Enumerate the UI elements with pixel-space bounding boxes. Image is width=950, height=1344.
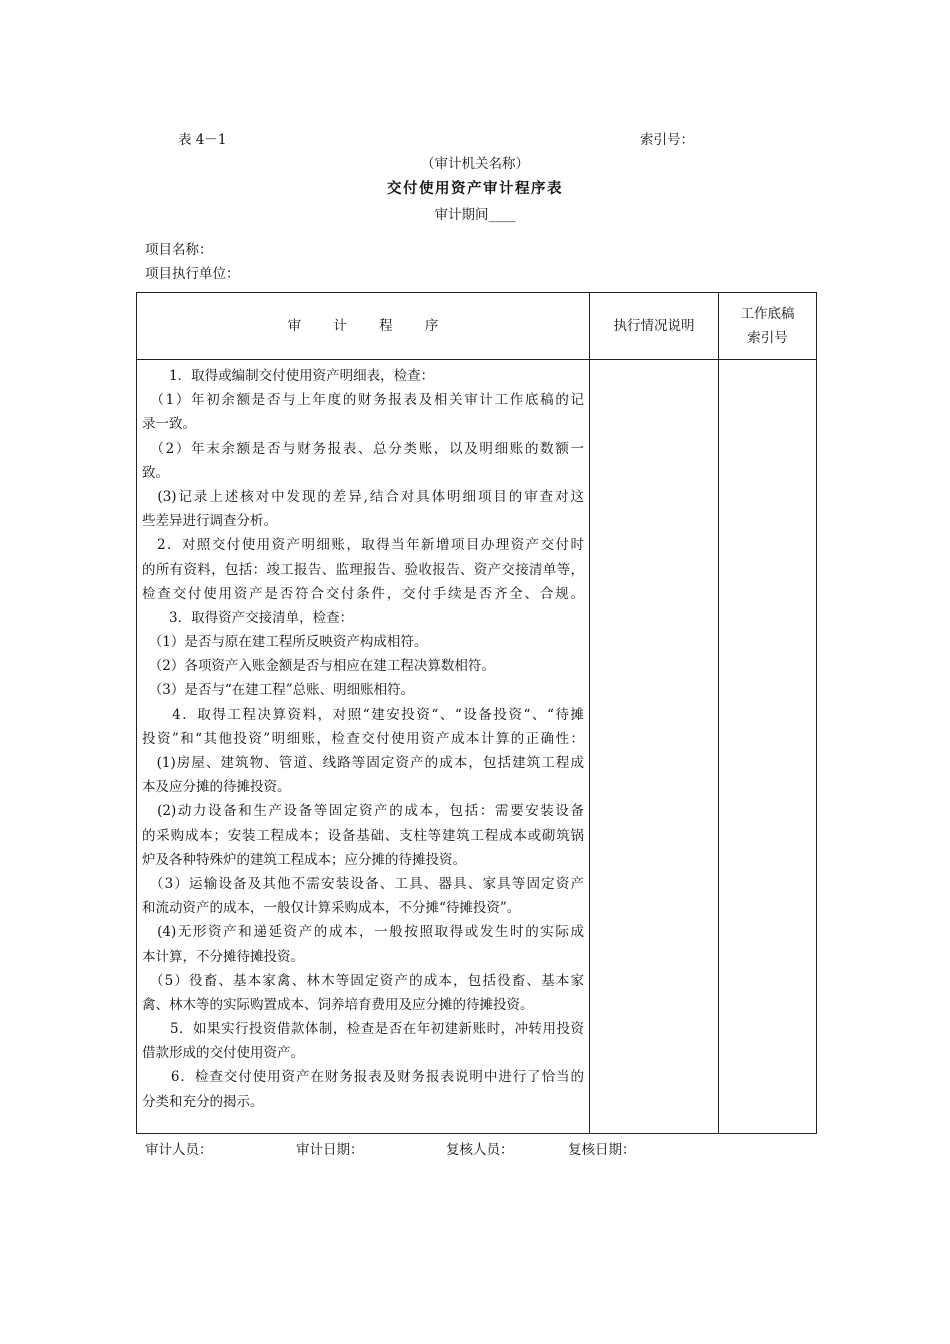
audit-organization-name: （审计机关名称） — [421, 156, 529, 172]
review-date-label: 复核日期： — [568, 1142, 636, 1158]
procedure-line: 检查交付使用资产是否符合交付条件，交付手续是否齐全、合规。 — [142, 585, 584, 602]
procedure-line: (2)动力设备和生产设备等固定资产的成本，包括：需要安装设备 — [142, 803, 584, 820]
table-header-row — [137, 293, 817, 360]
procedure-line: 致。 — [142, 464, 169, 481]
auditor-label: 审计人员： — [145, 1142, 213, 1158]
reviewer-label: 复核人员： — [446, 1142, 514, 1158]
procedure-line: 本及应分摊的待摊投资。 — [142, 779, 291, 796]
workpaper-index-cell[interactable] — [719, 360, 817, 1134]
header-execution-notes: 执行情况说明 — [590, 293, 719, 360]
header-workpaper-index — [719, 293, 817, 360]
procedure-line: （1）年初余额是否与上年度的财务报表及相关审计工作底稿的记 — [142, 392, 584, 409]
procedure-line: （3）是否与“在建工程”总账、明细账相符。 — [142, 682, 415, 699]
table-number: 表 4－1 — [178, 132, 227, 148]
procedure-line: 4．取得工程决算资料，对照“建安投资“、“设备投资“、“待摊 — [142, 706, 584, 723]
procedure-line: 录一致。 — [142, 416, 196, 433]
procedure-line: 3．取得资产交接清单，检查： — [142, 609, 354, 626]
procedure-line: 6．检查交付使用资产在财务报表及财务报表说明中进行了恰当的 — [142, 1069, 584, 1086]
audit-procedure-table — [136, 292, 817, 1134]
table-body-row — [137, 360, 817, 1134]
procedure-line: 本计算，不分摊待摊投资。 — [142, 948, 304, 965]
execution-notes-cell[interactable] — [590, 360, 719, 1134]
header-workpaper-index-line1: 工作底稿 — [740, 306, 795, 322]
procedure-line: （1）是否与原在建工程所反映资产构成相符。 — [142, 634, 428, 651]
procedure-line: 借款形成的交付使用资产。 — [142, 1045, 304, 1062]
audit-date-label: 审计日期： — [296, 1142, 364, 1158]
procedure-cell — [137, 360, 590, 1134]
procedure-line: (1)房屋、建筑物、管道、线路等固定资产的成本，包括建筑工程成 — [142, 755, 584, 771]
procedure-line: 炉及各种特殊炉的建筑工程成本；应分摊的待摊投资。 — [142, 851, 466, 868]
procedure-line: （3）运输设备及其他不需安装设备、工具、器具、家具等固定资产 — [142, 875, 584, 892]
procedure-line: （5）役畜、基本家禽、林木等固定资产的成本，包括役畜、基本家 — [142, 972, 584, 989]
page-title: 交付使用资产审计程序表 — [387, 180, 563, 197]
index-number-label: 索引号： — [640, 132, 694, 148]
procedure-line: (4)无形资产和递延资产的成本，一般按照取得或发生时的实际成 — [142, 924, 584, 941]
project-name-label: 项目名称： — [145, 242, 213, 258]
procedure-line: 禽、林木等的实际购置成本、饲养培育费用及应分摊的待摊投资。 — [142, 996, 534, 1013]
procedure-line: 2．对照交付使用资产明细账，取得当年新增项目办理资产交付时 — [142, 537, 584, 554]
procedure-line: （2）年末余额是否与财务报表、总分类账，以及明细账的数额一 — [142, 440, 584, 457]
procedure-line: (3)记录上述核对中发现的差异,结合对具体明细项目的审查对这 — [142, 488, 584, 505]
procedure-line: 5．如果实行投资借款体制，检查是否在年初建新账时，冲转用投资 — [142, 1021, 584, 1038]
procedure-line: 些差异进行调查分析。 — [142, 513, 277, 530]
audit-period: 审计期间____ — [434, 207, 516, 223]
procedure-line: 投资”和“其他投资”明细账，检查交付使用资产成本计算的正确性： — [142, 730, 584, 747]
project-unit-label: 项目执行单位： — [145, 266, 240, 282]
procedure-line: 1．取得或编制交付使用资产明细表，检查： — [142, 368, 435, 384]
procedure-line: （2）各项资产入账金额是否与相应在建工程决算数相符。 — [142, 658, 495, 675]
header-workpaper-index-line2: 索引号 — [747, 330, 788, 346]
procedure-line: 的采购成本；安装工程成本；设备基础、支柱等建筑工程成本或砌筑锅 — [142, 827, 584, 844]
header-audit-procedure: 审 计 程 序 — [137, 293, 590, 360]
procedure-line: 和流动资产的成本，一般仅计算采购成本，不分摊“待摊投资”。 — [142, 900, 521, 917]
procedure-line: 分类和充分的揭示。 — [142, 1093, 264, 1110]
procedure-line: 的所有资料，包括：竣工报告、监理报告、验收报告、资产交接清单等， — [142, 561, 584, 578]
